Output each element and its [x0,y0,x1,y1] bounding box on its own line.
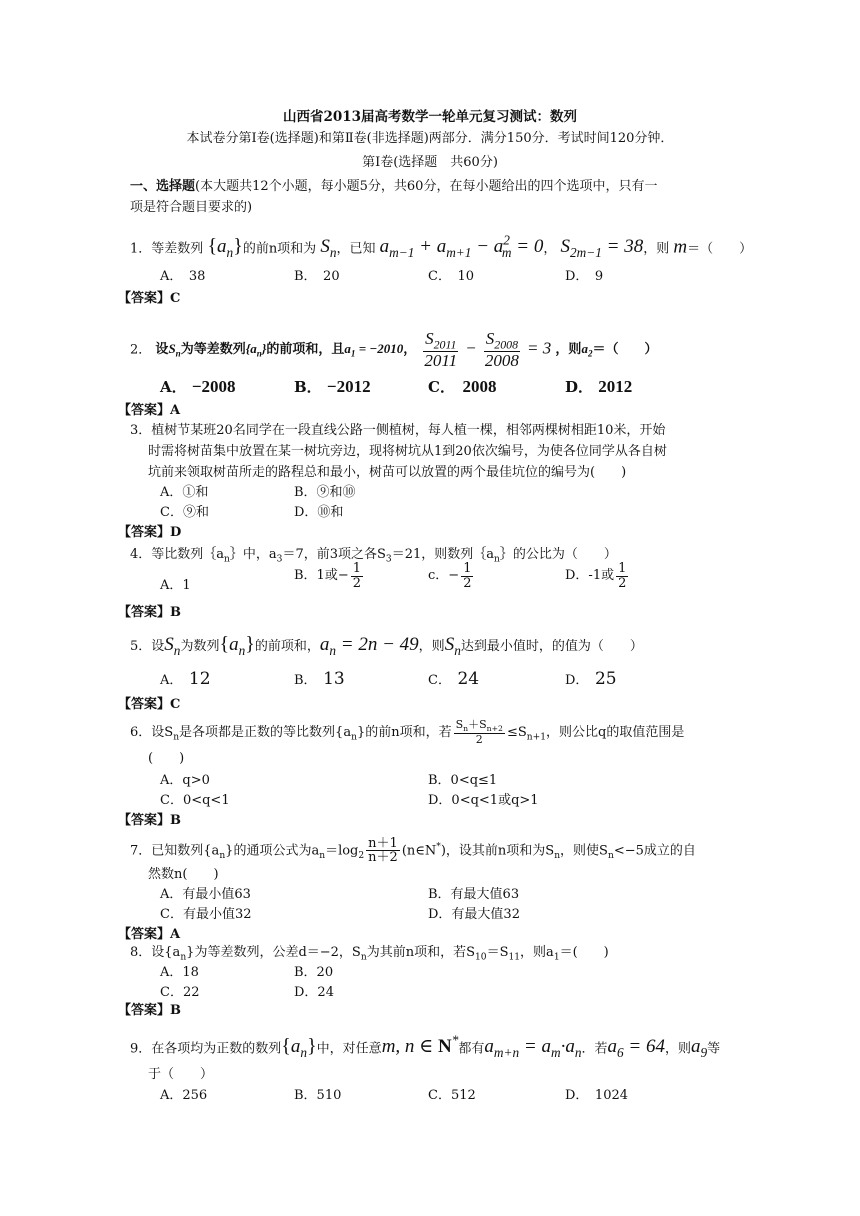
q1-option-b[interactable]: B． 20 [294,269,340,284]
section-head: 一、选择题 [130,179,196,194]
q5-option-d[interactable]: D． 25 [565,669,617,689]
page-title: 山西省2013届高考数学一轮单元复习测试：数列 [282,109,578,125]
q4-option-b[interactable]: B．1或− $\frac{1}{2}$ [294,561,361,591]
q6-option-c[interactable]: C．0<q<1 [160,793,230,808]
q5-option-a[interactable]: A． 12 [160,669,211,689]
q7-option-c[interactable]: C．有最小值32 [160,907,252,922]
q4-option-c[interactable]: c．− $\frac{1}{2}$ [428,561,472,591]
q6-option-d[interactable]: D．0<q<1或q>1 [428,793,539,808]
question-3-line-2: 时需将树苗集中放置在某一树坑旁边，现将树坑从1到20依次编号，为使各位同学从各自树 [148,444,667,459]
question-6-line-2: ( ) [148,751,185,766]
q2-option-a[interactable]: A． −2008 [160,377,236,396]
q8-option-b[interactable]: B．20 [294,965,334,980]
question-2: 2． 设$S_n$为等差数列$\{a_n\}$的前项和，且$a_1 = -2010$， $\frac{S_{2011}}{2011}$ − $\frac{S_{2008}}{2008}$ = 3 ，则$a_2=$（ ） [130,329,658,370]
q3-option-a[interactable]: A．①和 [160,485,209,500]
q7-answer: 【答案】A [118,927,181,942]
q3-answer: 【答案】D [118,525,182,540]
question-9: 9．在各项均为正数的数列$\{a_n\}$中，对任意m, n ∈ N*都有$a_{m+n} = a_m\cdot a_n$．若$a_6 = 64$，则$a_9$等 [130,1033,721,1061]
question-7: 7．已知数列$\{a_n\}$的通项公式为$a_n=\log_2$ $\frac{n+1}{n+2}$ (n∈N*)，设其前n项和为$S_n$，则使$S_n<-5$成立的自 [130,835,696,866]
question-4: 4．等比数列$\{a_n\}$中，$a_3=7$，前3项之各$S_3=21$，则数列$\{a_n\}$的公比为（ ） [130,547,617,565]
q7-option-a[interactable]: A．有最小值63 [160,887,251,902]
q4-option-d[interactable]: D．-1或 $\frac{1}{2}$ [565,561,627,591]
q7-option-b[interactable]: B．有最大值63 [428,887,520,902]
q5-answer: 【答案】C [118,697,181,712]
question-5: 5．设$S_n$为数列$\{a_n\}$的前项和，$a_n = 2n - 49$，则$S_n$达到最小值时，的值为（ ） [130,633,643,658]
q2-answer: 【答案】A [118,403,181,418]
q6-answer: 【答案】B [118,813,181,828]
question-9-line-2: 于（ ） [148,1067,214,1082]
q1-option-c[interactable]: C． 10 [428,269,474,284]
q7-option-d[interactable]: D．有最大值32 [428,907,520,922]
question-8: 8．设$\{a_n\}$为等差数列，公差d＝−2，$S_n$为其前n项和，若$S_{10}=S_{11}$，则$a_1=$( ) [130,945,609,963]
q8-option-d[interactable]: D．24 [294,985,334,1000]
q3-option-c[interactable]: C．⑨和 [160,505,209,520]
q9-option-c[interactable]: C．512 [428,1088,476,1103]
q4-answer: 【答案】B [118,605,181,620]
q9-option-d[interactable]: D． 1024 [565,1088,629,1103]
q2-option-b[interactable]: B． −2012 [294,377,371,396]
part-one-heading: 第Ⅰ卷(选择题 共60分) [362,155,498,170]
question-3-line-3: 坑前来领取树苗所走的路程总和最小，树苗可以放置的两个最佳坑位的编号为( ) [148,465,627,480]
q6-option-b[interactable]: B．0<q≤1 [428,773,498,788]
question-3-line-1: 3．植树节某班20名同学在一段直线公路一侧植树，每人植一棵，相邻两棵树相距10米，开始 [130,423,666,438]
q1-option-a[interactable]: A． 38 [160,269,206,284]
q8-answer: 【答案】B [118,1003,181,1018]
q5-option-b[interactable]: B． 13 [294,669,345,689]
q8-option-c[interactable]: C．22 [160,985,200,1000]
section-instructions: 一、选择题(本大题共12个小题，每小题5分，共60分，在每小题给出的四个选项中，只有一 [130,179,658,194]
q1-answer: 【答案】C [118,291,181,306]
exam-intro: 本试卷分第Ⅰ卷(选择题)和第Ⅱ卷(非选择题)两部分．满分150分．考试时间120分钟． [186,131,674,146]
q2-option-d[interactable]: D． 2012 [565,377,633,396]
question-1: 1．等差数列 $\{a_n\}$的前n项和为 $S_n$，已知 $a_{m-1} + a_{m+1} - a^2_m = 0$， $S_{2m-1} = 38$，则 m＝（ ） [130,233,753,261]
q4-option-a[interactable]: A．1 [160,578,191,593]
q3-option-b[interactable]: B．⑨和⑩ [294,485,356,500]
q8-option-a[interactable]: A．18 [160,965,199,980]
question-7-line-2: 然数n( ) [148,867,219,882]
q9-option-b[interactable]: B．510 [294,1088,342,1103]
q3-option-d[interactable]: D．⑩和 [294,505,344,520]
q2-option-c[interactable]: C． 2008 [428,377,497,396]
question-6: 6．设$S_n$是各项都是正数的等比数列$\{a_n\}$的前n项和，若 $\frac{S_n+S_{n+2}}{2}$ $\le S_{n+1}$，则公比q的取值范围是 [130,718,685,747]
q6-option-a[interactable]: A．q>0 [160,773,210,788]
q9-option-a[interactable]: A．256 [160,1088,208,1103]
q1-option-d[interactable]: D． 9 [565,269,604,284]
q5-option-c[interactable]: C． 24 [428,669,480,689]
section-instructions-cont: 项是符合题目要求的) [130,200,253,215]
